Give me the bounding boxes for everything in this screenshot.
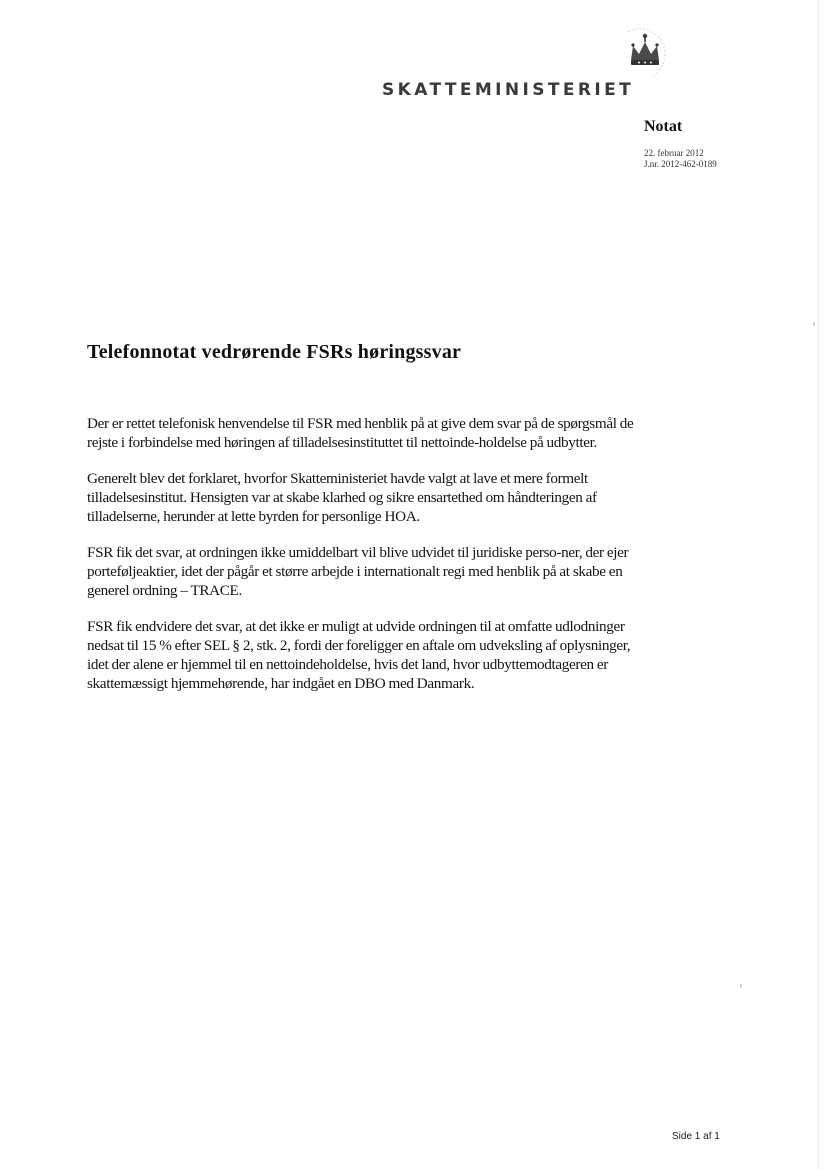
journal-number: J.nr. 2012-462-0189 bbox=[644, 159, 717, 169]
scan-mark bbox=[740, 984, 742, 988]
scan-mark bbox=[813, 322, 815, 326]
document-body bbox=[87, 414, 635, 710]
paragraph: Der er rettet telefonisk henvendelse til FSR med henblik på at give dem svar på de spørgsmål de rejste i forbindelse med høringen af tilladelsesinstituttet til nettoinde-holdelse på udbytter. bbox=[87, 415, 634, 451]
paragraph: FSR fik endvidere det svar, at det ikke er muligt at udvide ordningen til at omfatte udlodninger nedsat til 15 % efter SEL § 2, stk. 2, fordi der foreligger en aftale om udveksling af oplysninger, idet der alene er hjemmel til en nettoindeholdelse, hvis det land, hvor udbyttemodtageren er skattemæssigt hjemmehørende, har indgået en DBO med Danmark. bbox=[87, 618, 631, 692]
document-date: 22. februar 2012 bbox=[644, 148, 704, 158]
crown-icon bbox=[614, 24, 666, 80]
paragraph: Generelt blev det forklaret, hvorfor Skatteministeriet havde valgt at lave et mere formelt tilladelsesinstitut. Hensigten var at skabe klarhed og sikre ensartethed om håndteringen af tilladelserne, herunder at lette byrden for personlige HOA. bbox=[87, 470, 597, 525]
ministry-name: SKATTEMINISTERIET bbox=[382, 80, 635, 100]
document-type: Notat bbox=[644, 118, 683, 135]
document-title: Telefonnotat vedrørende FSRs høringssvar bbox=[87, 341, 462, 363]
page-indicator: Side 1 af 1 bbox=[672, 1131, 720, 1142]
document-meta bbox=[644, 148, 717, 170]
page-edge bbox=[818, 0, 819, 1169]
paragraph: FSR fik det svar, at ordningen ikke umiddelbart vil blive udvidet til juridiske perso-ner, der ejer porteføljeaktier, idet der pågår et større arbejde i internationalt regi med henblik på at skabe en generel ordning – TRACE. bbox=[87, 544, 629, 599]
